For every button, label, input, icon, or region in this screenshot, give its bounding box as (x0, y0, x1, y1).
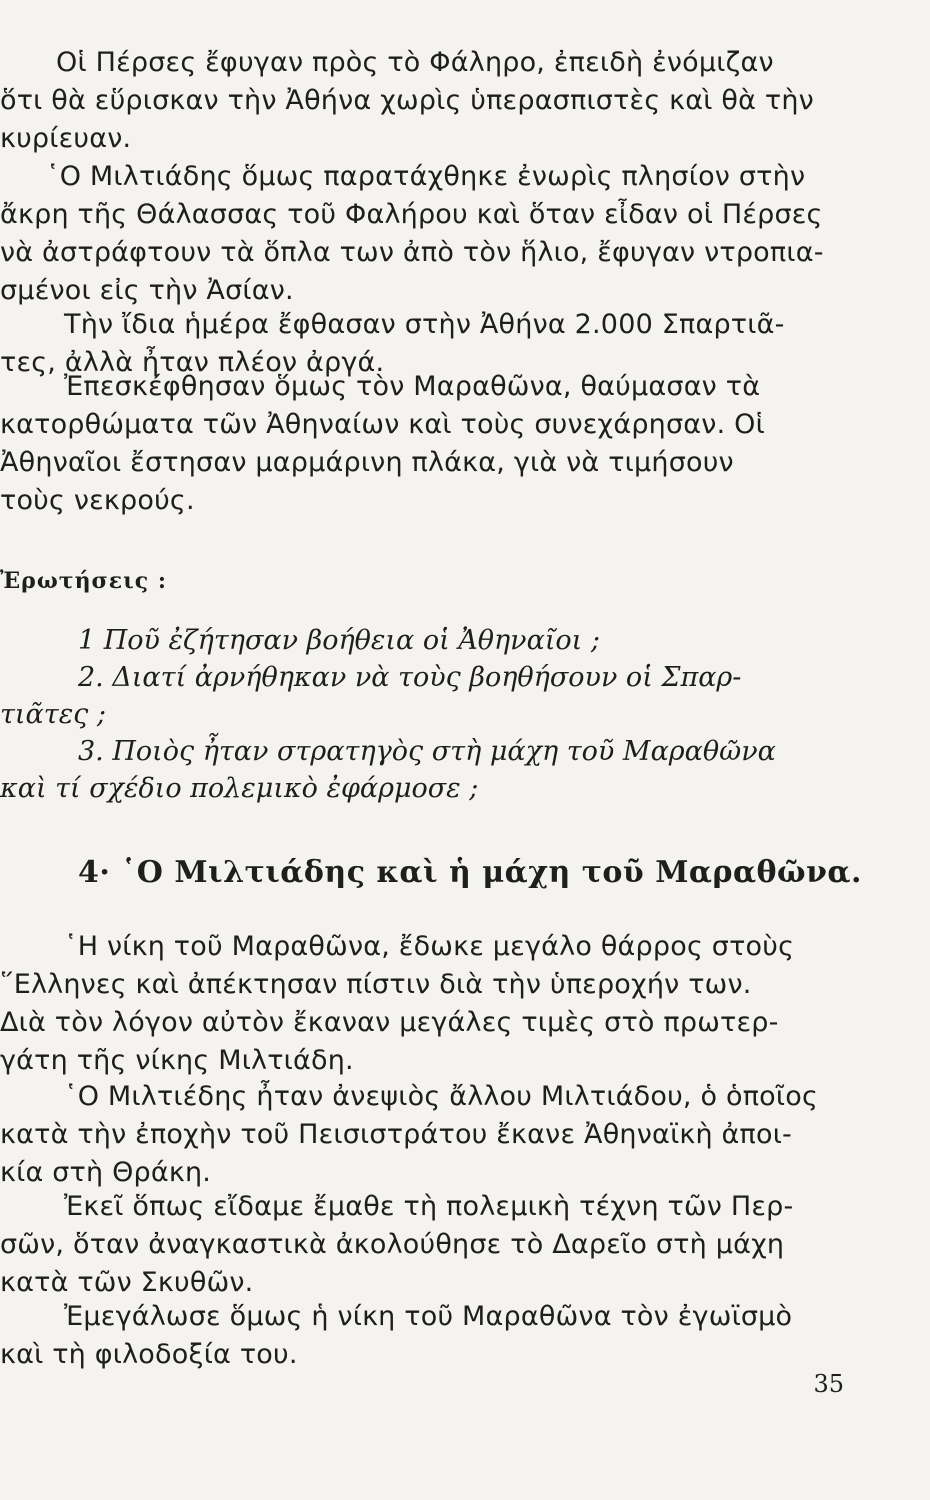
text-line: κυρίευαν. (0, 123, 132, 154)
text-line: Ἀθηναῖοι ἔστησαν μαρμάρινη πλάκα, γιὰ νὰ τιμήσουν (0, 447, 734, 478)
paragraph-victory-honors (0, 928, 840, 1080)
paragraph-miltiades-phaleron (0, 158, 840, 310)
paragraph-miltiades-origin (0, 1078, 840, 1192)
question-line: καὶ τί σχέδιο πολεμικὸ ἐφάρμοσε ; (0, 773, 479, 804)
text-line: Ἐπεσκέφθησαν ὅμως τὸν Μαραθῶνα, θαύμασαν τὰ (64, 371, 761, 402)
text-line: κατὰ τὴν ἐποχὴν τοῦ Πεισιστράτου ἔκανε Ἀθηναϊκὴ ἀποι- (0, 1119, 793, 1150)
text-line: ῾Ο Μιλτιέδης ἦταν ἀνεψιὸς ἄλλου Μιλτιάδου, ὁ ὁποῖος (64, 1081, 818, 1112)
section-title: 4· ῾Ο Μιλτιάδης καὶ ἡ μάχη τοῦ Μαραθῶνα. (78, 855, 862, 890)
text-line: τες, ἀλλὰ ἦταν πλέον ἀργά. (0, 347, 385, 378)
text-line: σῶν, ὅταν ἀναγκαστικὰ ἀκολούθησε τὸ Δαρεῖο στὴ μάχη (0, 1229, 785, 1260)
text-line: κατορθώματα τῶν Ἀθηναίων καὶ τοὺς συνεχάρησαν. Οἱ (0, 409, 765, 440)
text-line: ῾Ο Μιλτιάδης ὅμως παρατάχθηκε ἐνωρὶς πλησίον στὴν (46, 161, 806, 192)
text-line: κία στὴ Θράκη. (0, 1157, 212, 1188)
text-line: Τὴν ἴδια ἡμέρα ἔφθασαν στὴν Ἀθήνα 2.000 Σπαρτιᾶ- (64, 309, 785, 340)
text-line: σμένοι εἰς τὴν Ἀσίαν. (0, 275, 294, 306)
question-line: 2. Διατί ἀρνήθηκαν νὰ τοὺς βοηθήσουν οἱ Σπαρ- (78, 662, 742, 693)
text-line: Οἱ Πέρσες ἔφυγαν πρὸς τὸ Φάληρο, ἐπειδὴ ἐνόμιζαν (56, 47, 774, 78)
questions-list (0, 622, 840, 807)
text-line: Ἐμεγάλωσε ὅμως ἡ νίκη τοῦ Μαραθῶνα τὸν ἐγωϊσμὸ (64, 1301, 793, 1332)
text-line: τοὺς νεκρούς. (0, 485, 195, 516)
paragraph-egotism (0, 1298, 840, 1374)
text-line: Διὰ τὸν λόγον αὐτὸν ἔκαναν μεγάλες τιμὲς στὸ πρωτερ- (0, 1007, 779, 1038)
page-number: 35 (813, 1370, 844, 1398)
text-line: κατὰ τῶν Σκυθῶν. (0, 1267, 254, 1298)
text-line: γάτη τῆς νίκης Μιλτιάδη. (0, 1045, 354, 1076)
text-line: καὶ τὴ φιλοδοξία του. (0, 1339, 298, 1370)
paragraph-persian-warfare (0, 1188, 840, 1302)
question-line: τιᾶτες ; (0, 699, 106, 730)
text-line: ῞Ελληνες καὶ ἀπέκτησαν πίστιν διὰ τὴν ὑπεροχήν των. (0, 969, 752, 1000)
text-line: ὅτι θὰ εὕρισκαν τὴν Ἀθήνα χωρὶς ὑπερασπιστὲς καὶ θὰ τὴν (0, 85, 814, 116)
questions-heading: Ἐρωτήσεις : (0, 568, 167, 594)
text-line: νὰ ἀστράφτουν τὰ ὅπλα των ἀπὸ τὸν ἥλιο, ἔφυγαν ντροπια- (0, 237, 824, 268)
paragraph-persians-flee (0, 44, 840, 158)
text-line: Ἐκεῖ ὅπως εἴδαμε ἔμαθε τὴ πολεμικὴ τέχνη τῶν Περ- (64, 1191, 794, 1222)
question-line: 1 Ποῦ ἐζήτησαν βοήθεια οἱ Ἀθηναῖοι ; (78, 625, 600, 656)
text-line: ἄκρη τῆς Θάλασσας τοῦ Φαλήρου καὶ ὅταν εἶδαν οἱ Πέρσες (0, 199, 823, 230)
paragraph-marble-plaque (0, 368, 840, 520)
question-line: 3. Ποιὸς ἦταν στρατηγὸς στὴ μάχη τοῦ Μαραθῶνα (78, 736, 776, 767)
text-line: ῾Η νίκη τοῦ Μαραθῶνα, ἔδωκε μεγάλο θάρρος στοὺς (64, 931, 795, 962)
